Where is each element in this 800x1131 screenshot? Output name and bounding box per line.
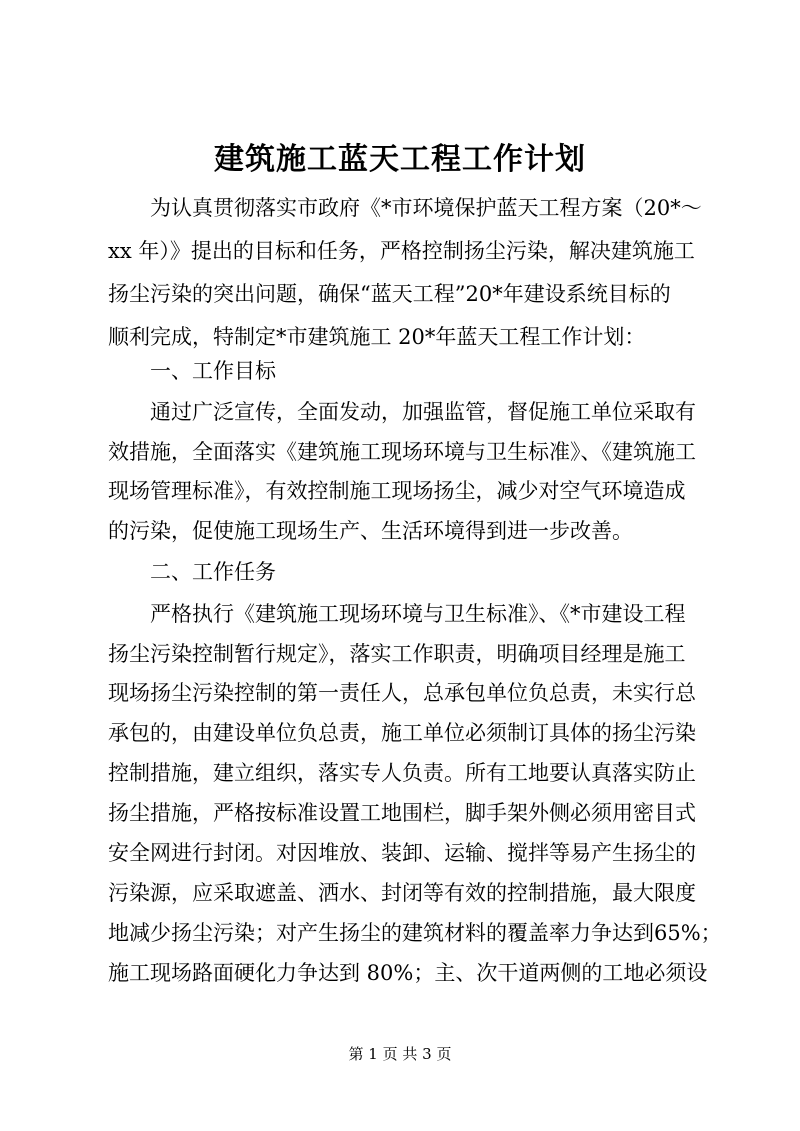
paragraph-line: 扬尘污染控制暂行规定》，落实工作职责，明确项目经理是施工 — [108, 642, 686, 666]
paragraph-line: 现场扬尘污染控制的第一责任人，总承包单位负总责，未实行总 — [108, 681, 696, 705]
section-heading: 一、工作目标 — [150, 359, 276, 383]
section-heading: 二、工作任务 — [150, 560, 276, 584]
paragraph-line: xx 年）》提出的目标和任务，严格控制扬尘污染，解决建筑施工 — [108, 239, 695, 263]
paragraph-line: 污染源，应采取遮盖、洒水、封闭等有效的控制措施，最大限度 — [108, 881, 696, 905]
paragraph-line: 效措施，全面落实《建筑施工现场环境与卫生标准》、《建筑施工 — [108, 440, 696, 464]
paragraph-line: 扬尘污染的突出问题，确保“蓝天工程”20*年建设系统目标的 — [108, 282, 671, 306]
paragraph-line: 严格执行《建筑施工现场环境与卫生标准》、《*市建设工程 — [150, 602, 686, 626]
document-title: 建筑施工蓝天工程工作计划 — [214, 142, 586, 177]
paragraph-line: 的污染，促使施工现场生产、生活环境得到进一步改善。 — [108, 519, 633, 543]
paragraph-line: 顺利完成，特制定*市建筑施工 20*年蓝天工程工作计划： — [108, 325, 646, 349]
paragraph-line: 承包的，由建设单位负总责，施工单位必须制订具体的扬尘污染 — [108, 721, 696, 745]
paragraph-line: 地减少扬尘污染；对产生扬尘的建筑材料的覆盖率力争达到65%； — [108, 921, 722, 945]
paragraph-line: 为认真贯彻落实市政府《*市环境保护蓝天工程方案（20*～ — [150, 196, 702, 220]
paragraph-line: 控制措施，建立组织，落实专人负责。所有工地要认真落实防止 — [108, 761, 696, 785]
paragraph-line: 通过广泛宣传，全面发动，加强监管，督促施工单位采取有 — [150, 400, 696, 424]
page-indicator: 第 1 页 共 3 页 — [348, 1045, 452, 1063]
paragraph-line: 施工现场路面硬化力争达到 80%；主、次干道两侧的工地必须设 — [108, 961, 708, 985]
paragraph-line: 安全网进行封闭。对因堆放、装卸、运输、搅拌等易产生扬尘的 — [108, 841, 696, 865]
paragraph-line: 扬尘措施，严格按标准设置工地围栏，脚手架外侧必须用密目式 — [108, 801, 696, 825]
paragraph-line: 现场管理标准》，有效控制施工现场扬尘，减少对空气环境造成 — [108, 479, 686, 503]
